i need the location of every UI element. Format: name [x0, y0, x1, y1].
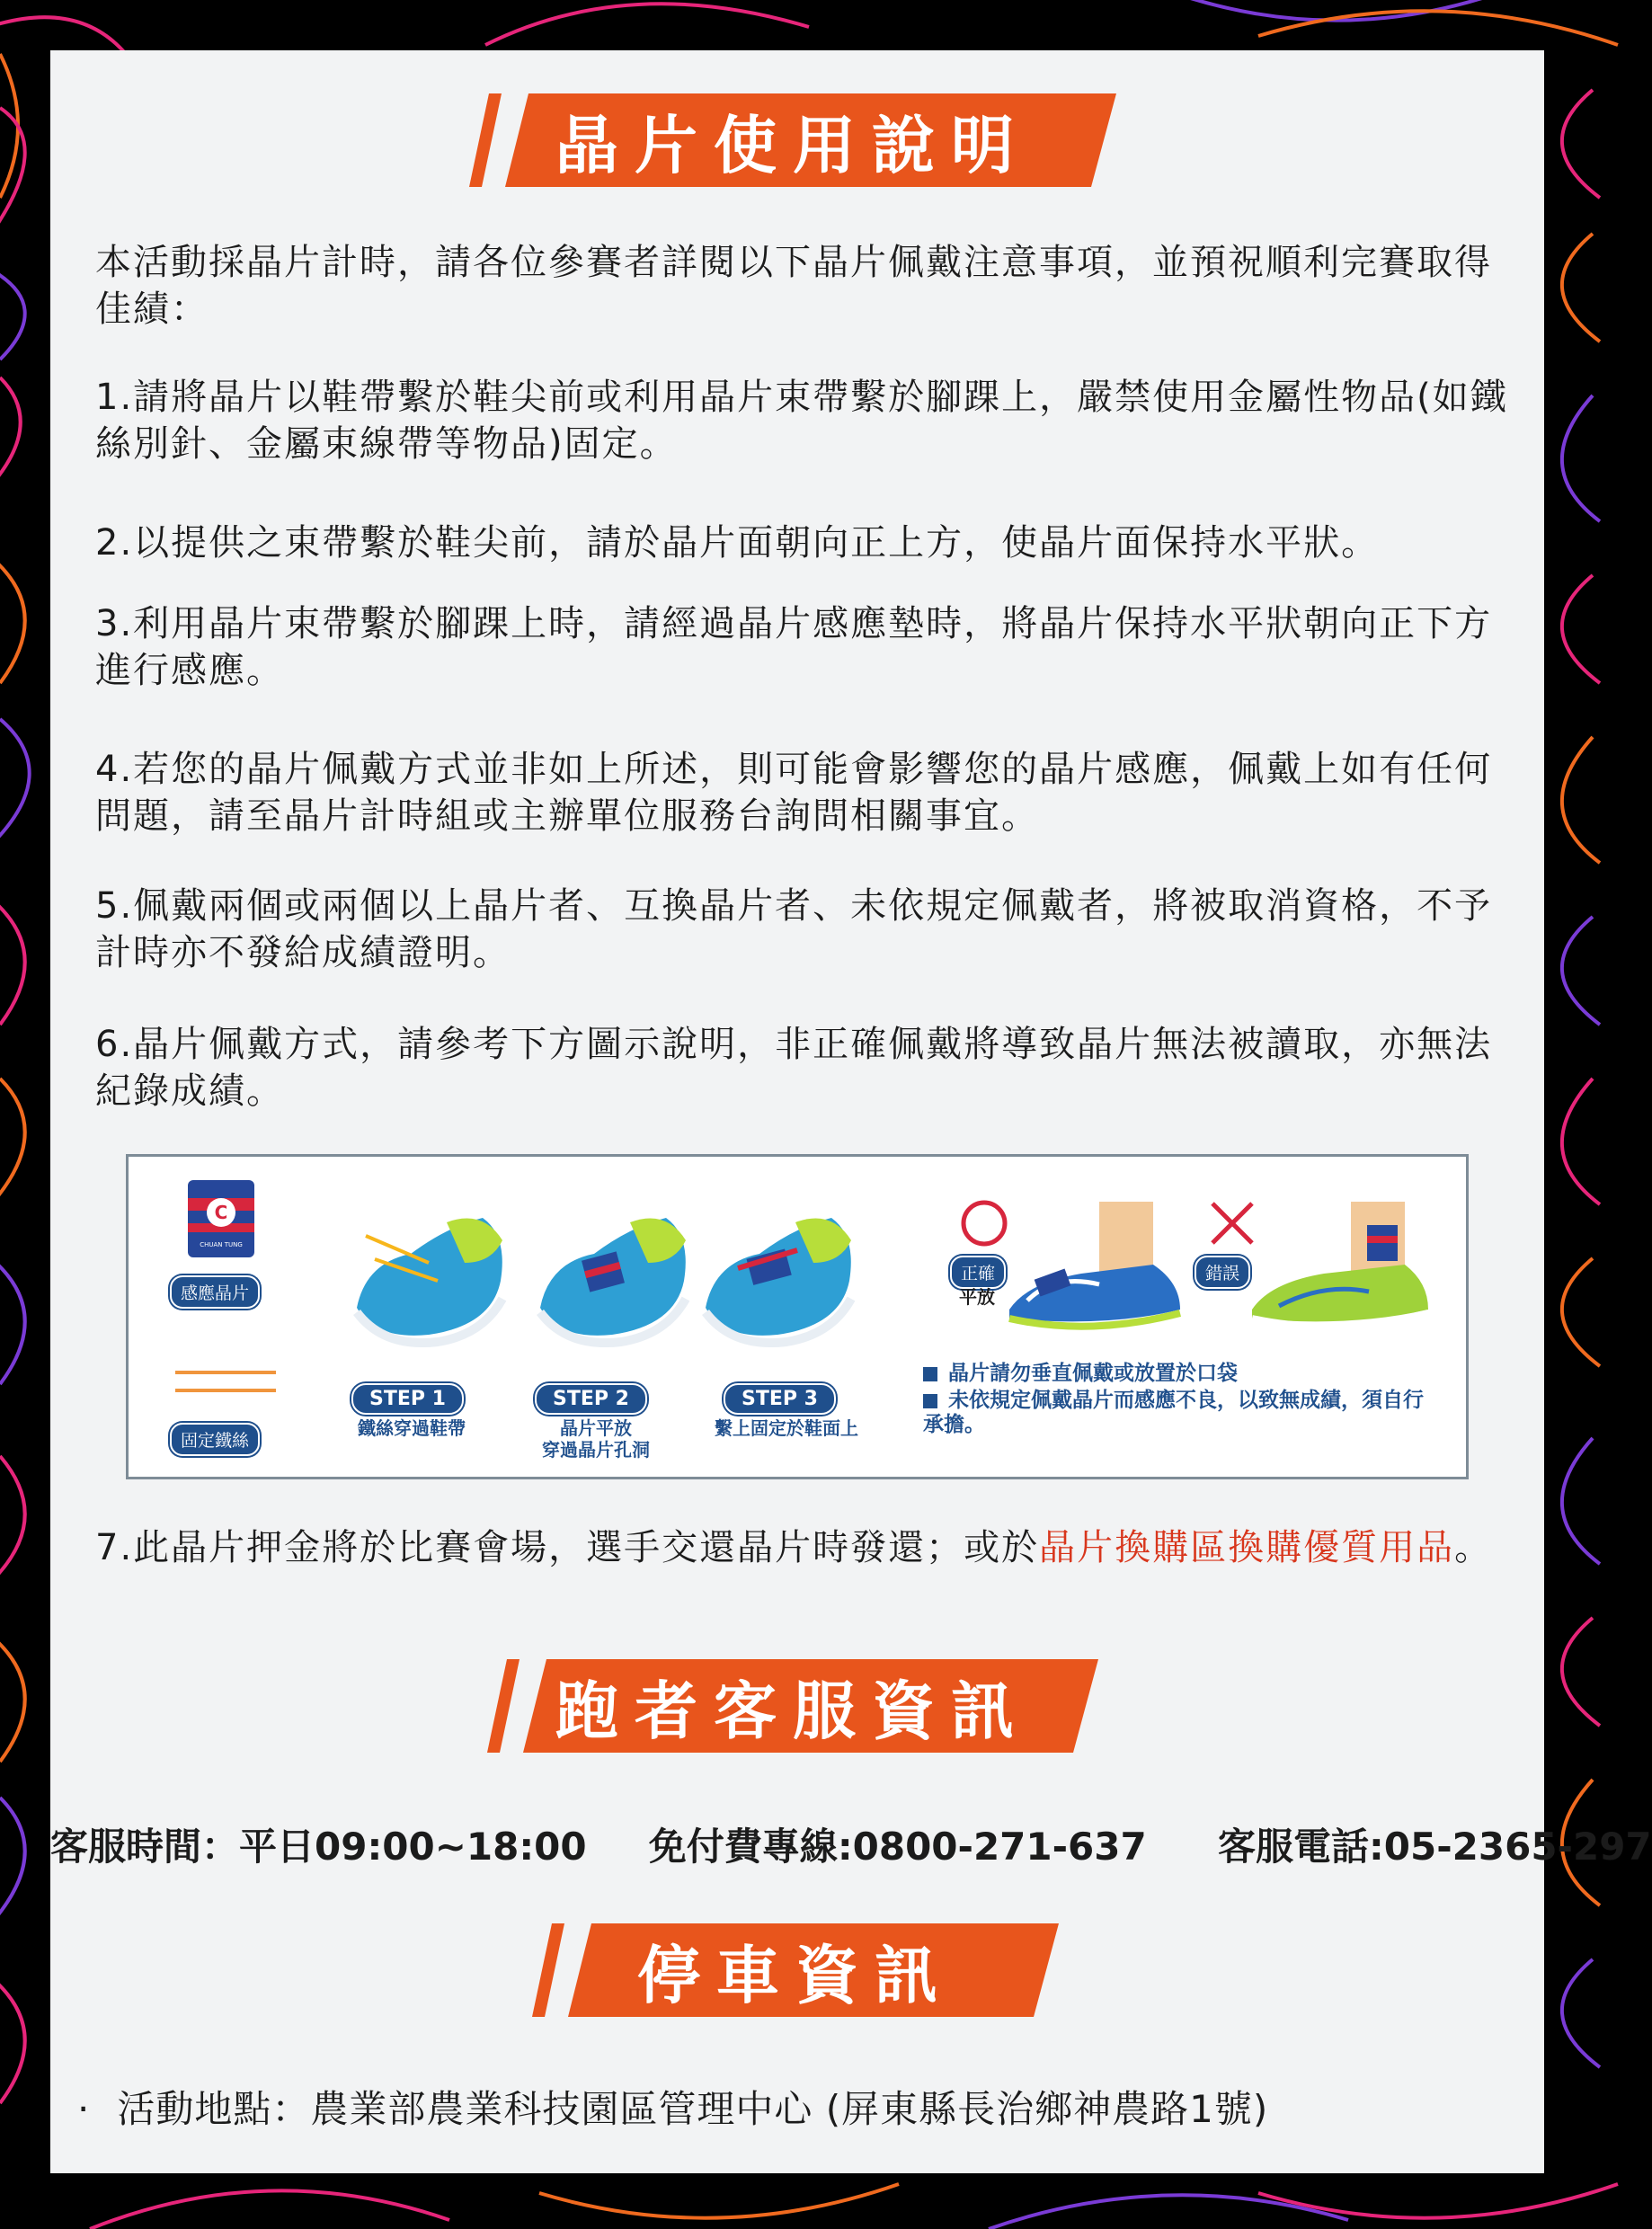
chip-section-title: 晶片使用說明: [555, 108, 1030, 182]
shoe-step1-icon: [348, 1200, 510, 1353]
parking-section-title-banner: [532, 1923, 1059, 2017]
rule-1: 1.請將晶片以鞋帶繫於鞋尖前或利用晶片束帶繫於腳踝上，嚴禁使用金屬性物品(如鐵絲別針、金屬束線帶等物品)固定。: [95, 377, 1508, 465]
rule-7: 7.此晶片押金將於比賽會場，選手交還晶片時發還；或於晶片換購區換購優質用品。: [95, 1527, 1493, 1568]
shoe-step2-icon: [531, 1200, 693, 1353]
rule-2: 2.以提供之束帶繫於鞋尖前，請於晶片面朝向正上方，使晶片面保持水平狀。: [95, 522, 1380, 564]
correct-sub-label: 平放: [959, 1286, 995, 1308]
rule-5: 5.佩戴兩個或兩個以上晶片者、互換晶片者、未依規定佩戴者，將被取消資格，不予計時亦不發給成績證明。: [95, 885, 1493, 973]
parking-section-title: 停車資訊: [637, 1938, 954, 2012]
service-phone[interactable]: 客服電話:05-2365-297: [1217, 1825, 1652, 1869]
service-section-title: 跑者客服資訊: [555, 1674, 1030, 1748]
service-section-title-banner: [487, 1659, 1098, 1753]
location-text: 活動地點：農業部農業科技園區管理中心 (屏東縣長治鄉神農路1號): [117, 2087, 1269, 2131]
content-panel: [50, 50, 1652, 2173]
chip-section-title-banner: [469, 93, 1116, 187]
chip-wearing-diagram: [126, 1154, 1469, 1479]
step-3-desc: 繫上固定於鞋面上: [715, 1417, 858, 1439]
square-bullet-icon: [923, 1367, 937, 1381]
square-bullet-icon: [923, 1394, 937, 1408]
correct-wearing-image: [1000, 1202, 1198, 1337]
wrong-label: 錯誤: [1195, 1256, 1250, 1289]
note-2: 未依規定佩戴晶片而感應不良，以致無成績，須自行承擔。: [923, 1389, 1424, 1436]
correct-label: 正確: [950, 1256, 1006, 1289]
service-info-line: [50, 1817, 1652, 1871]
wrong-wearing-image: [1243, 1202, 1441, 1337]
shoe-step3-icon: [697, 1200, 858, 1353]
note-1: 晶片請勿垂直佩戴或放置於口袋: [923, 1362, 1238, 1386]
rule-7-highlight: 晶片換購區換購優質用品: [1039, 1527, 1455, 1568]
step-2-desc: 晶片平放 穿過晶片孔洞: [542, 1417, 650, 1461]
chip-label: 感應晶片: [170, 1275, 260, 1309]
service-hours: 客服時間：平日09:00~18:00: [50, 1825, 587, 1869]
rule-3: 3.利用晶片束帶繫於腳踝上時，請經過晶片感應墊時，將晶片保持水平狀朝向正下方進行感應。: [95, 603, 1493, 691]
step-3-badge: STEP 3: [724, 1383, 836, 1415]
event-location: [77, 2080, 1268, 2134]
step-1-desc: 鐵絲穿過鞋帶: [358, 1417, 466, 1439]
chip-icon: [188, 1180, 254, 1257]
wire-icon: [175, 1369, 276, 1396]
location-bullet: ·: [77, 2087, 91, 2131]
chip-intro-text: 本活動採晶片計時，請各位參賽者詳閱以下晶片佩戴注意事項，並預祝順利完賽取得佳績：: [95, 242, 1492, 330]
step-2-badge: STEP 2: [535, 1383, 647, 1415]
svg-text:CHUAN TUNG: CHUAN TUNG: [200, 1241, 243, 1248]
svg-text:C: C: [214, 1202, 228, 1223]
step-1-badge: STEP 1: [351, 1383, 464, 1415]
rule-6: 6.晶片佩戴方式，請參考下方圖示說明，非正確佩戴將導致晶片無法被讀取，亦無法紀錄成績。: [95, 1024, 1493, 1112]
toll-free-number[interactable]: 免付費專線:0800-271-637: [648, 1825, 1147, 1869]
rule-4: 4.若您的晶片佩戴方式並非如上所述，則可能會影響您的晶片感應，佩戴上如有任何問題，請至晶片計時組或主辦單位服務台詢問相關事宜。: [95, 749, 1493, 837]
wire-label: 固定鐵絲: [170, 1423, 260, 1456]
